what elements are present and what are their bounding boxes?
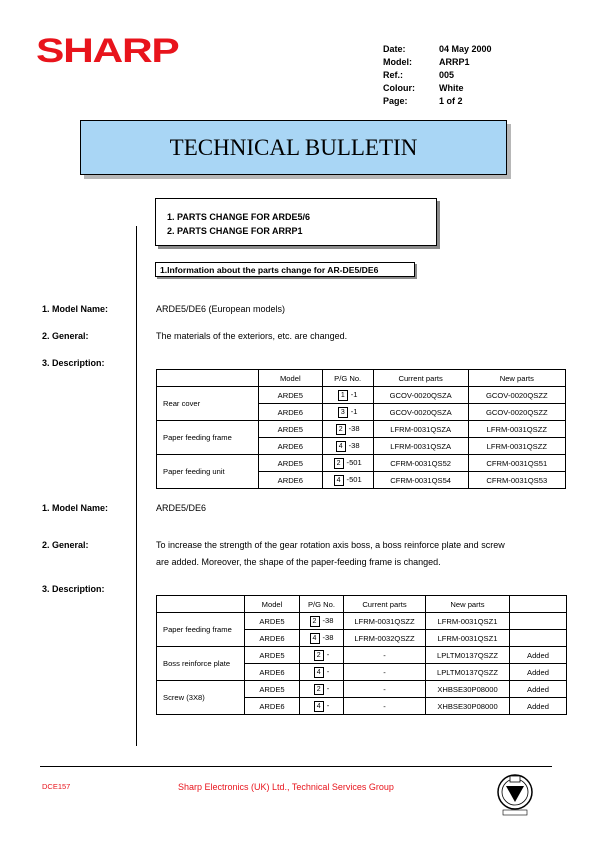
current-part: GCOV-0020QSZA: [373, 387, 468, 404]
pg-cell: [300, 647, 344, 664]
parts-table-2: [156, 595, 567, 715]
new-part: GCOV-0020QSZZ: [468, 387, 565, 404]
table-header: New parts: [426, 596, 510, 613]
meta-key: Model:: [383, 57, 412, 67]
part-group: Boss reinforce plate: [157, 647, 245, 681]
item-no: -: [326, 683, 330, 693]
current-part: CFRM-0031QS54: [373, 472, 468, 489]
meta-key: Page:: [383, 96, 408, 106]
topic-item: 1. PARTS CHANGE FOR ARDE5/6: [167, 212, 311, 222]
table-header-row: [157, 596, 567, 613]
document-code: DCE157: [42, 782, 71, 791]
note-cell: Added: [510, 664, 567, 681]
page-box: 4: [314, 701, 324, 712]
document-meta: [383, 43, 492, 108]
margin-rule: [136, 226, 137, 746]
current-part: GCOV-0020QSZA: [373, 404, 468, 421]
model-cell: ARDE6: [258, 472, 322, 489]
pg-cell: [322, 472, 373, 489]
meta-key: Ref.:: [383, 70, 403, 80]
footer-text: Sharp Electronics (UK) Ltd., Technical Services Group: [178, 782, 394, 792]
current-part: CFRM-0031QS52: [373, 455, 468, 472]
note-cell: Added: [510, 681, 567, 698]
note-cell: Added: [510, 647, 567, 664]
table-header: New parts: [468, 370, 565, 387]
table-header-row: [157, 370, 566, 387]
current-part: -: [344, 698, 426, 715]
meta-value: 005: [439, 70, 455, 80]
general-value: The materials of the exteriors, etc. are changed.: [156, 331, 348, 341]
table-header: Current parts: [344, 596, 426, 613]
meta-key: Date:: [383, 44, 406, 54]
footer-rule: [40, 766, 552, 767]
item-no: -1: [350, 406, 358, 416]
page-title: TECHNICAL BULLETIN: [169, 134, 418, 160]
page-box: 3: [338, 407, 348, 418]
new-part: LFRM-0031QSZZ: [468, 438, 565, 455]
general-label: 2. General:: [42, 540, 89, 550]
part-group: Screw (3X8): [157, 681, 245, 715]
current-part: -: [344, 681, 426, 698]
page-box: 4: [334, 475, 344, 486]
new-part: CFRM-0031QS53: [468, 472, 565, 489]
pg-cell: [300, 664, 344, 681]
model-cell: ARDE5: [245, 647, 300, 664]
page-box: 4: [314, 667, 324, 678]
model-name-value: ARDE5/DE6: [156, 503, 207, 513]
model-cell: ARDE5: [258, 455, 322, 472]
new-part: LPLTM0137QSZZ: [426, 664, 510, 681]
pg-cell: [300, 681, 344, 698]
item-no: -: [326, 666, 330, 676]
item-no: -38: [348, 423, 360, 433]
general-label: 2. General:: [42, 331, 89, 341]
table-header: Model: [245, 596, 300, 613]
new-part: LFRM-0031QSZZ: [468, 421, 565, 438]
item-no: -38: [322, 632, 334, 642]
table-header: Current parts: [373, 370, 468, 387]
model-cell: ARDE5: [245, 681, 300, 698]
general-value-line-1: To increase the strength of the gear rotation axis boss, a boss reinforce plate and screw: [156, 540, 505, 550]
table-row: [157, 421, 566, 438]
topic-item: 2. PARTS CHANGE FOR ARRP1: [167, 226, 303, 236]
table-header: [157, 370, 259, 387]
new-part: LFRM-0031QSZ1: [426, 613, 510, 630]
page-box: 2: [314, 684, 324, 695]
current-part: -: [344, 664, 426, 681]
parts-table-1: [156, 369, 566, 489]
item-no: -: [326, 700, 330, 710]
new-part: CFRM-0031QS51: [468, 455, 565, 472]
pg-cell: [300, 613, 344, 630]
pg-cell: [322, 455, 373, 472]
title-banner: [80, 120, 507, 175]
item-no: -501: [346, 474, 362, 484]
model-cell: ARDE5: [258, 421, 322, 438]
table-row: [157, 455, 566, 472]
table-row: [157, 647, 567, 664]
table-header: P/G No.: [322, 370, 373, 387]
item-no: -: [326, 649, 330, 659]
sharp-logo: SHARP: [36, 32, 179, 70]
pg-cell: [322, 387, 373, 404]
part-group: Rear cover: [157, 387, 259, 421]
meta-value: White: [439, 83, 464, 93]
part-group: Paper feeding frame: [157, 421, 259, 455]
current-part: LFRM-0031QSZA: [373, 421, 468, 438]
page-box: 2: [336, 424, 346, 435]
table-row: [157, 681, 567, 698]
model-name-label: 1. Model Name:: [42, 503, 109, 513]
description-label: 3. Description:: [42, 358, 105, 368]
pg-cell: [322, 438, 373, 455]
table-header: Model: [258, 370, 322, 387]
table-header: P/G No.: [300, 596, 344, 613]
certification-seal-icon: [495, 772, 535, 821]
page-box: 4: [336, 441, 346, 452]
current-part: -: [344, 647, 426, 664]
new-part: GCOV-0020QSZZ: [468, 404, 565, 421]
table-header: [510, 596, 567, 613]
part-group: Paper feeding unit: [157, 455, 259, 489]
pg-cell: [322, 421, 373, 438]
page-box: 4: [310, 633, 320, 644]
model-cell: ARDE5: [245, 613, 300, 630]
pg-cell: [300, 698, 344, 715]
pg-cell: [300, 630, 344, 647]
note-cell: [510, 630, 567, 647]
model-cell: ARDE6: [245, 698, 300, 715]
table-row: [157, 613, 567, 630]
page-box: 2: [314, 650, 324, 661]
topics-box: [155, 198, 437, 246]
meta-value: ARRP1: [439, 57, 470, 67]
model-cell: ARDE6: [245, 664, 300, 681]
note-cell: Added: [510, 698, 567, 715]
part-group: Paper feeding frame: [157, 613, 245, 647]
table-row: [157, 387, 566, 404]
model-name-value: ARDE5/DE6 (European models): [156, 304, 286, 314]
new-part: XHBSE30P08000: [426, 681, 510, 698]
item-no: -38: [348, 440, 360, 450]
new-part: LPLTM0137QSZZ: [426, 647, 510, 664]
description-label: 3. Description:: [42, 584, 105, 594]
current-part: LFRM-0031QSZA: [373, 438, 468, 455]
page-box: 2: [310, 616, 320, 627]
model-name-label: 1. Model Name:: [42, 304, 109, 314]
model-cell: ARDE5: [258, 387, 322, 404]
item-no: -501: [346, 457, 362, 467]
model-cell: ARDE6: [245, 630, 300, 647]
new-part: LFRM-0031QSZ1: [426, 630, 510, 647]
meta-value: 04 May 2000: [439, 44, 492, 54]
current-part: LFRM-0031QSZZ: [344, 613, 426, 630]
item-no: -1: [350, 389, 358, 399]
general-value-line-2: are added. Moreover, the shape of the paper-feeding frame is changed.: [156, 557, 441, 567]
model-cell: ARDE6: [258, 438, 322, 455]
page-box: 1: [338, 390, 348, 401]
current-part: LFRM-0032QSZZ: [344, 630, 426, 647]
info-heading: 1.Information about the parts change for AR-DE5/DE6: [155, 262, 415, 277]
model-cell: ARDE6: [258, 404, 322, 421]
item-no: -38: [322, 615, 334, 625]
table-header: [157, 596, 245, 613]
meta-value: 1 of 2: [439, 96, 463, 106]
meta-key: Colour:: [383, 83, 415, 93]
pg-cell: [322, 404, 373, 421]
note-cell: [510, 613, 567, 630]
page-box: 2: [334, 458, 344, 469]
new-part: XHBSE30P08000: [426, 698, 510, 715]
